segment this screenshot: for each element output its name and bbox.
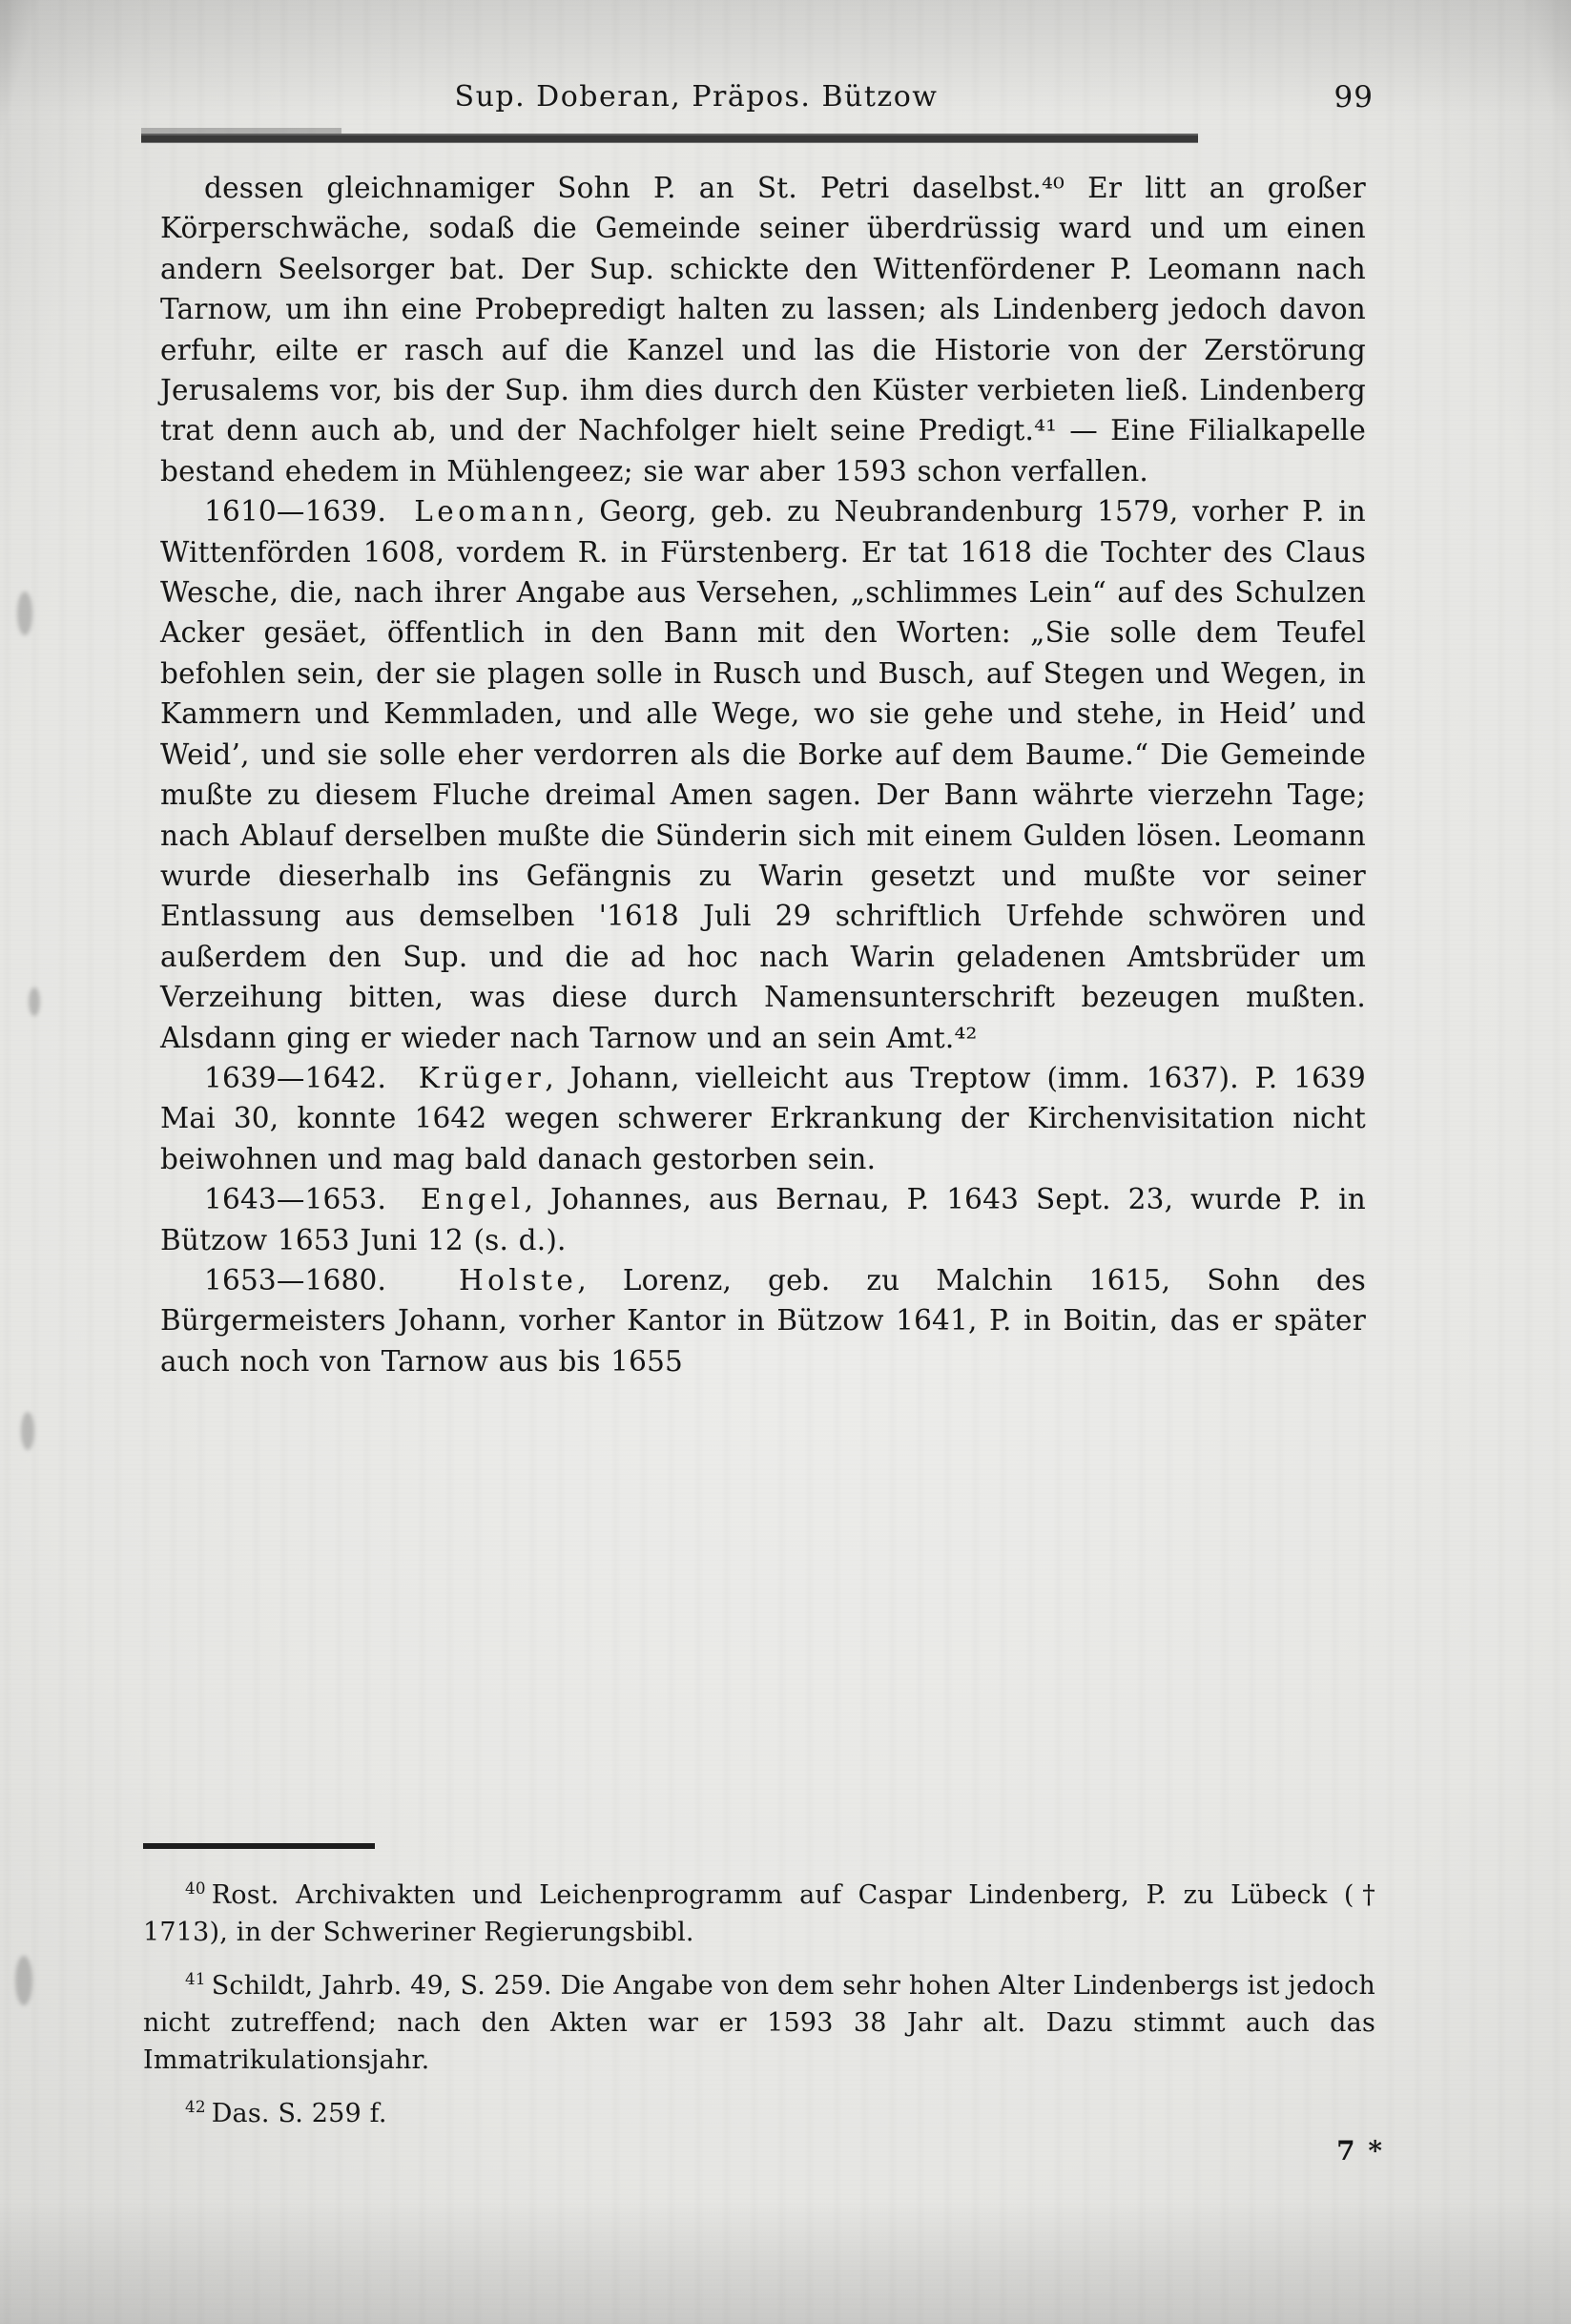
paragraph-text: , Georg, geb. zu Neubrandenburg 1579, vorher P. in Wittenförden 1608, vordem R. in Fürstenberg. Er tat 1618 die Tochter des Claus Wesche, die, nach ihrer Angabe aus Versehen, „schlimmes Lein“ auf des Schulzen Acker gesäet, öffentlich in den Bann mit den Worten: „Sie solle dem Teufel befohlen sein, der sie plagen solle in Rusch und Busch, auf Stegen und Wegen, in Kammern und Kemmladen, und alle Wege, wo sie gehe und stehe, in Heid’ und Weid’, und sie solle eher verdorren als die Borke auf dem Baume.“ Die Gemeinde mußte zu diesem Fluche dreimal Amen sagen. Der Bann währte vierzehn Tage; nach Ablauf derselben mußte die Sünderin sich mit einem Gulden lösen. Leomann wurde dieserhalb ins Gefängnis zu Warin gesetzt und mußte vor seiner Entlassung aus demselben '1618 Juli 29 schriftlich Urfehde schwören und außerdem den Sup. und die ad hoc nach Warin geladenen Amtsbrüder um Verzeihung bitten, was diese durch Namensunterschrift bezeugen mußten. Alsdann ging er wieder nach Tarnow und an sein Amt.⁴² xyxy=(160,495,1366,1054)
entry-surname: Krüger xyxy=(418,1061,546,1094)
entry-years: 1653—1680. xyxy=(204,1263,387,1297)
paragraph-krueger xyxy=(160,1058,1366,1179)
page-number: 99 xyxy=(1333,80,1374,114)
entry-surname: Holste xyxy=(458,1263,578,1297)
running-head-title: Sup. Doberan, Präpos. Bützow xyxy=(454,80,939,114)
paragraph-holste xyxy=(160,1260,1366,1381)
entry-years: 1610—1639. xyxy=(204,495,387,529)
running-head-rule xyxy=(141,134,1198,143)
paragraph-text: , Johannes, aus Bernau, P. 1643 Sept. 23, wurde P. in Bützow 1653 Juni 12 (s. d.). xyxy=(160,1183,1366,1256)
footnote-marker: 42 xyxy=(185,2097,206,2116)
footnote-marker: 40 xyxy=(185,1878,206,1898)
footnote-text: Das. S. 259 f. xyxy=(211,2099,387,2128)
footnote-40 xyxy=(143,1870,1375,1951)
paragraph-text: dessen gleichnamiger Sohn P. an St. Petri daselbst.⁴⁰ Er litt an großer Körperschwäche, sodaß die Gemeinde seiner überdrüssig ward und um einen andern Seelsorger bat. Der Sup. schickte den Wittenfördener P. Leomann nach Tarnow, um ihn eine Probepredigt halten zu lassen; als Lindenberg jedoch davon erfuhr, eilte er rasch auf die Kanzel und las die Historie von der Zerstörung Jerusalems vor, bis der Sup. ihm dies durch den Küster verbieten ließ. Lindenberg trat denn auch ab, und der Nachfolger hielt seine Predigt.⁴¹ — Eine Filialkapelle bestand ehedem in Mühlengeez; sie war aber 1593 schon verfallen. xyxy=(160,172,1366,488)
page-edge-blot xyxy=(29,987,40,1016)
running-head xyxy=(143,80,1383,122)
footnote-marker: 41 xyxy=(185,1969,206,1988)
entry-surname: Engel xyxy=(420,1183,525,1216)
text-column xyxy=(160,168,1366,1381)
page-edge-blot xyxy=(15,1956,32,2005)
entry-years: 1639—1642. xyxy=(204,1061,387,1094)
entry-surname: Leomann xyxy=(414,495,577,529)
paragraph-text: , Johann, vielleicht aus Treptow (imm. 1637). P. 1639 Mai 30, konnte 1642 wegen schwerer Erkrankung der Kirchenvisitation nicht beiwohnen und mag bald danach gestorben sein. xyxy=(160,1061,1366,1175)
signature-mark: 7 * xyxy=(1336,2135,1384,2167)
paragraph-leomann xyxy=(160,491,1366,1058)
entry-years: 1643—1653. xyxy=(204,1183,387,1216)
footnote-41 xyxy=(143,1961,1375,2079)
footnote-separator-rule xyxy=(143,1843,375,1849)
paragraph-text: , Lorenz, geb. zu Malchin 1615, Sohn des Bürgermeisters Johann, vorher Kantor in Bützow 1641, P. in Boitin, das er später auch noch von Tarnow aus bis 1655 xyxy=(160,1263,1367,1378)
paragraph-engel xyxy=(160,1179,1366,1260)
page-edge-blot xyxy=(21,1412,34,1450)
footnote-block xyxy=(143,1870,1375,2142)
footnote-text: Schildt, Jahrb. 49, S. 259. Die Angabe von dem sehr hohen Alter Lindenbergs ist jedoch nicht zutreffend; nach den Akten war er 1593 38 Jahr alt. Dazu stimmt auch das Immatrikulationsjahr. xyxy=(143,1971,1375,2075)
footnote-text: Rost. Archivakten und Leichenprogramm auf Caspar Lindenberg, P. zu Lübeck († 1713), in der Schweriner Regierungsbibl. xyxy=(143,1880,1375,1947)
paragraph-lindenberg xyxy=(160,168,1366,491)
footnote-42 xyxy=(143,2088,1375,2132)
page-edge-blot xyxy=(17,591,32,635)
